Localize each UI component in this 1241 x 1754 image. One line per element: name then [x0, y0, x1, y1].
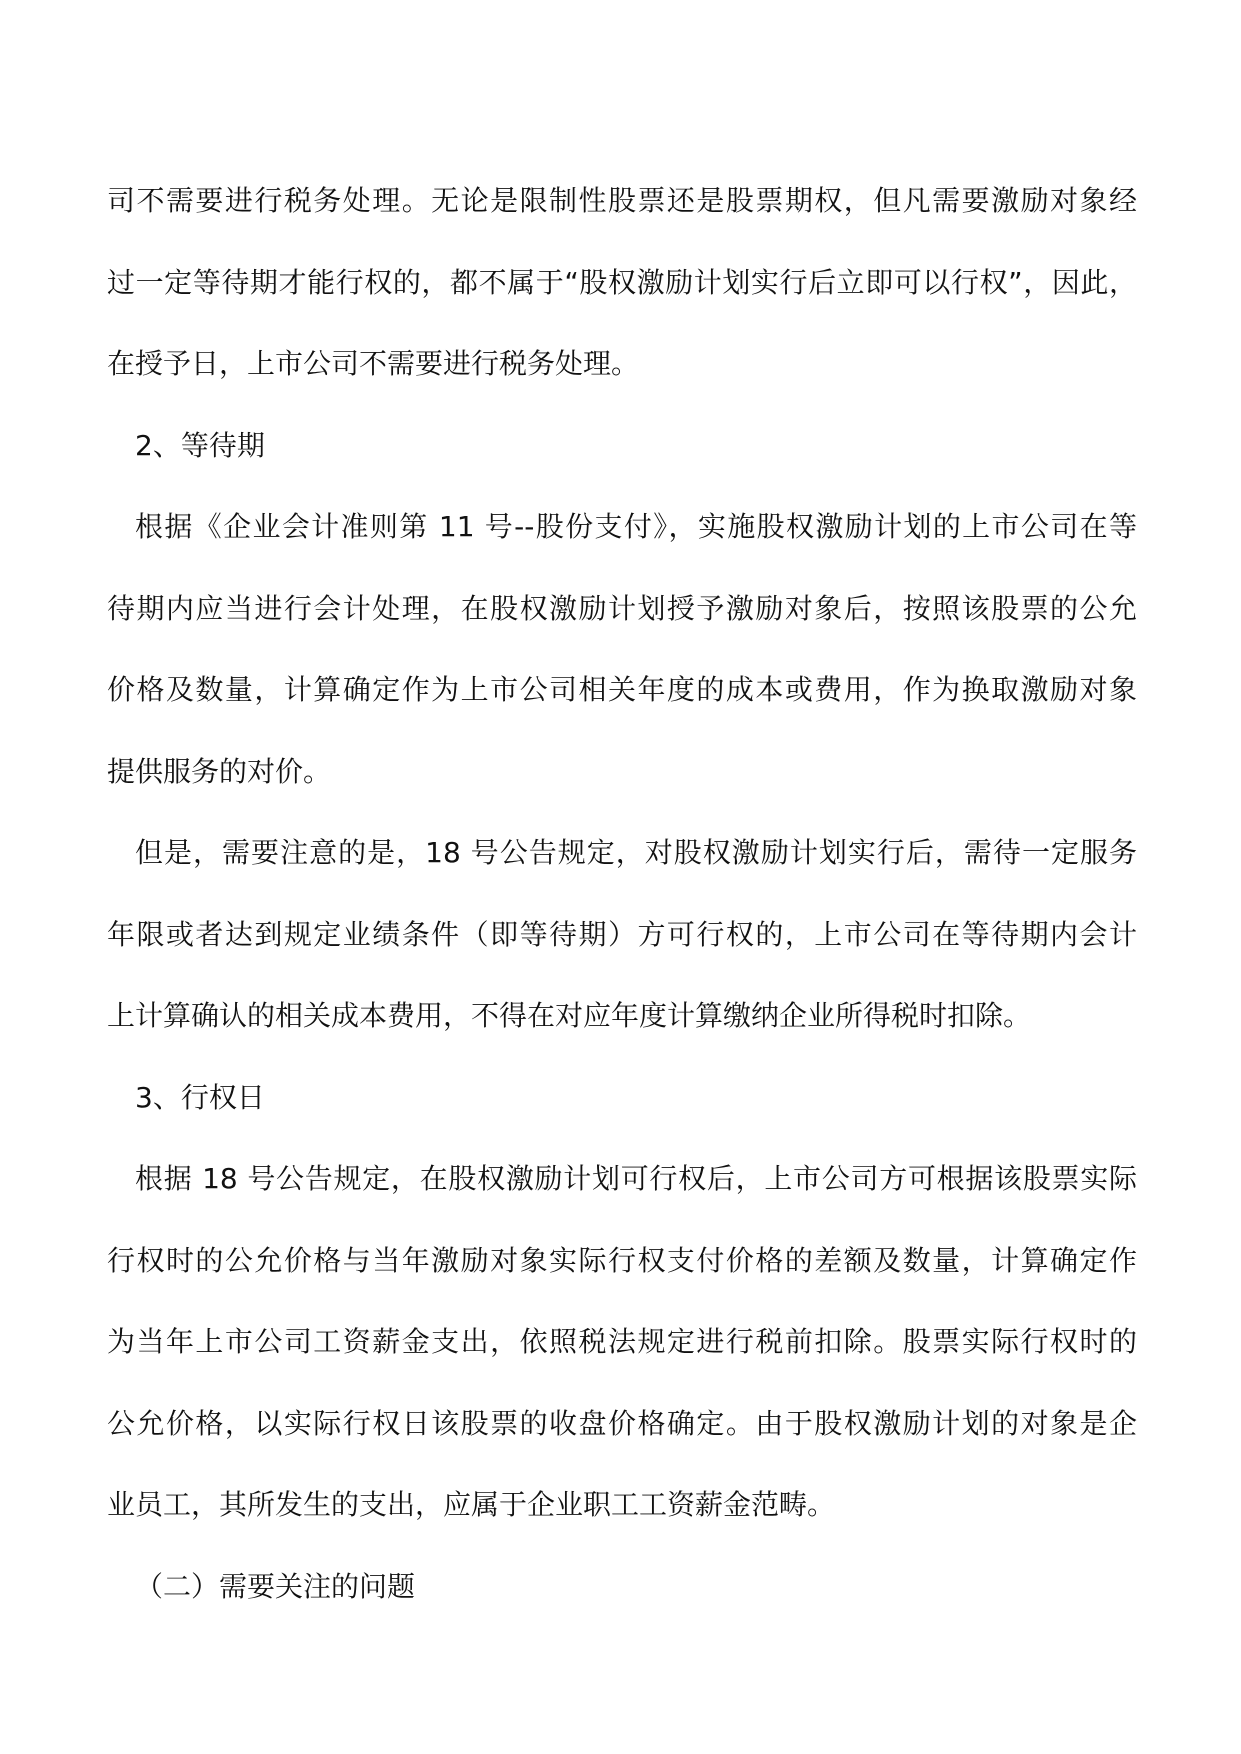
- document-body: [107, 160, 1137, 1627]
- text-line: 价格及数量，计算确定作为上市公司相关年度的成本或费用，作为换取激励对象: [107, 673, 1137, 706]
- text-line: 根据 18 号公告规定，在股权激励计划可行权后，上市公司方可根据该股票实际: [135, 1162, 1137, 1195]
- text-line: 公允价格，以实际行权日该股票的收盘价格确定。由于股权激励计划的对象是企: [107, 1406, 1137, 1440]
- section-heading: （二）需要关注的问题: [135, 1569, 416, 1603]
- text-line: 过一定等待期才能行权的，都不属于“股权激励计划实行后立即可以行权”，因此，: [107, 265, 1137, 299]
- text-line: 为当年上市公司工资薪金支出，依照税法规定进行税前扣除。股票实际行权时的: [107, 1325, 1137, 1358]
- text-line: 根据《企业会计准则第 11 号--股份支付》，实施股权激励计划的上市公司在等: [135, 510, 1137, 543]
- text-line: 上计算确认的相关成本费用，不得在对应年度计算缴纳企业所得税时扣除。: [107, 999, 1032, 1032]
- section-heading: 3、行权日: [135, 1080, 265, 1114]
- text-line: 行权时的公允价格与当年激励对象实际行权支付价格的差额及数量，计算确定作: [107, 1243, 1137, 1277]
- text-line: 但是，需要注意的是，18 号公告规定，对股权激励计划实行后，需待一定服务: [135, 836, 1137, 869]
- text-line: 司不需要进行税务处理。无论是限制性股票还是股票期权，但凡需要激励对象经: [107, 184, 1137, 217]
- text-line: 待期内应当进行会计处理，在股权激励计划授予激励对象后，按照该股票的公允: [107, 591, 1137, 625]
- text-line: 在授予日，上市公司不需要进行税务处理。: [107, 347, 640, 380]
- text-line: 提供服务的对价。: [107, 754, 332, 788]
- text-line: 年限或者达到规定业绩条件（即等待期）方可行权的，上市公司在等待期内会计: [107, 917, 1137, 951]
- section-heading: 2、等待期: [135, 428, 265, 462]
- text-line: 业员工，其所发生的支出，应属于企业职工工资薪金范畴。: [107, 1488, 836, 1521]
